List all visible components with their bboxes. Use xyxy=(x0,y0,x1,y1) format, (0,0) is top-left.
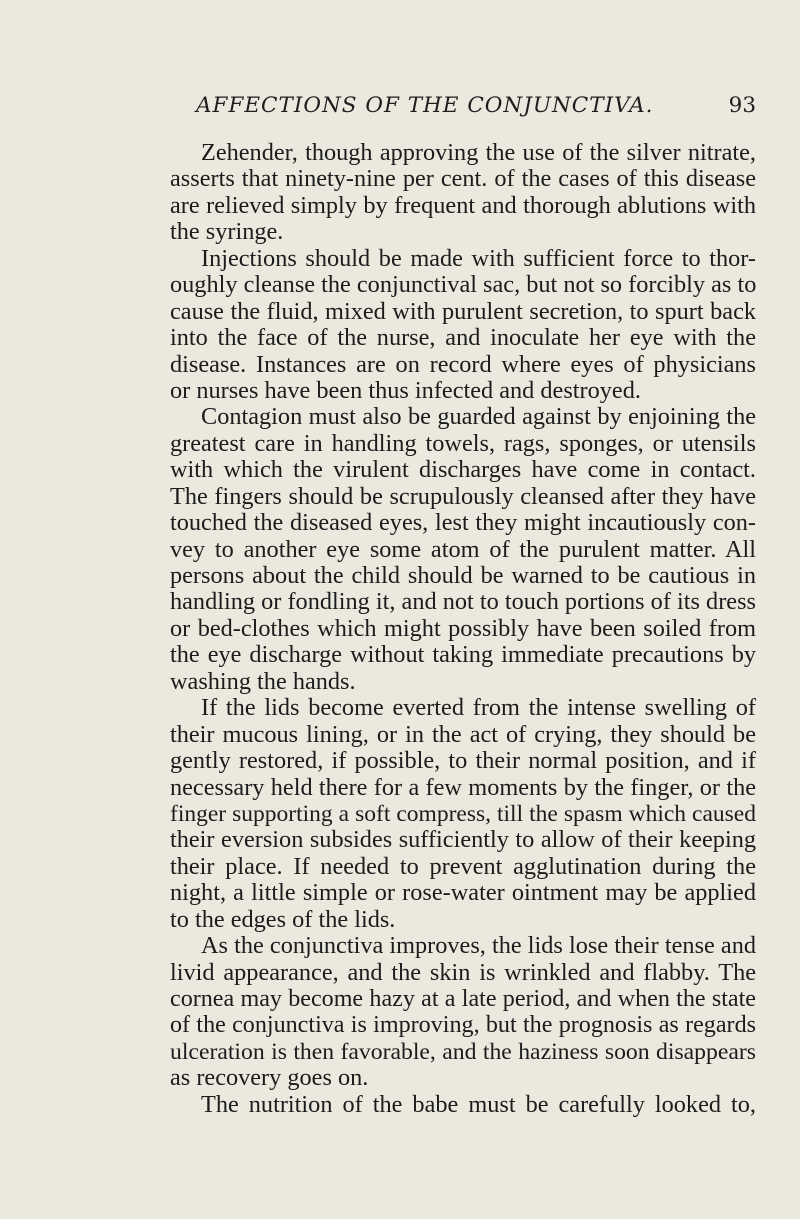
text-line: greatest care in handling towels, rags, sponges, or utensils xyxy=(170,429,756,457)
text-line: ulceration is then favorable, and the haziness soon disappears xyxy=(170,1038,756,1065)
text-line: washing the hands. xyxy=(170,667,356,695)
text-line: of the conjunctiva is improving, but the prognosis as regards xyxy=(170,1012,756,1039)
text-line: The fingers should be scrupulously cleansed after they have xyxy=(170,482,756,510)
text-line: disease. Instances are on record where eyes of physicians xyxy=(170,350,756,378)
text-line: gently restored, if possible, to their normal position, and if xyxy=(170,747,756,775)
text-line: their eversion subsides sufficiently to allow of their keeping xyxy=(170,826,756,854)
text-line: Zehender, though approving the use of the silver nitrate, xyxy=(201,139,756,166)
text-line: handling or fondling it, and not to touch portions of its dress xyxy=(170,588,756,616)
text-line: their mucous lining, or in the act of crying, they should be xyxy=(170,720,756,748)
text-line: cause the fluid, mixed with purulent secretion, to spurt back xyxy=(170,297,756,325)
page-number: 93 xyxy=(728,93,756,118)
text-line: finger supporting a soft compress, till the spasm which caused xyxy=(170,800,756,827)
text-line: the syringe. xyxy=(170,218,284,246)
text-line: The nutrition of the babe must be carefully looked to, xyxy=(201,1090,756,1118)
text-line: asserts that ninety-nine per cent. of the cases of this disease xyxy=(170,165,756,193)
text-line: night, a little simple or rose-water ointment may be applied xyxy=(170,879,756,907)
text-line: as recovery goes on. xyxy=(170,1064,369,1092)
text-line: necessary held there for a few moments by the finger, or the xyxy=(170,773,756,801)
text-line: If the lids become everted from the intense swelling of xyxy=(201,694,756,722)
text-line: cornea may become hazy at a late period, and when the state xyxy=(170,986,756,1012)
text-line: or bed-clothes which might possibly have been soiled from xyxy=(170,614,756,642)
text-line: Contagion must also be guarded against by enjoining the xyxy=(201,403,756,431)
text-line: Injections should be made with sufficient force to thor- xyxy=(201,244,756,272)
text-line: with which the virulent discharges have come in contact. xyxy=(170,456,756,484)
text-line: touched the diseased eyes, lest they might incautiously con- xyxy=(170,509,756,537)
text-line: As the conjunctiva improves, the lids lose their tense and xyxy=(201,932,756,960)
text-line: or nurses have been thus infected and destroyed. xyxy=(170,376,641,404)
text-line: to the edges of the lids. xyxy=(170,905,396,933)
text-line: are relieved simply by frequent and thorough ablutions with xyxy=(170,191,756,219)
text-line: the eye discharge without taking immediate precautions by xyxy=(170,641,756,669)
text-line: oughly cleanse the conjunctival sac, but not so forcibly as to xyxy=(170,271,757,299)
running-head xyxy=(196,93,756,127)
text-line: persons about the child should be warned to be cautious in xyxy=(170,562,756,589)
text-line: into the face of the nurse, and inoculate her eye with the xyxy=(170,324,756,352)
body-text xyxy=(170,140,756,1118)
text-line: vey to another eye some atom of the purulent matter. All xyxy=(170,535,756,563)
text-line: their place. If needed to prevent agglutination during the xyxy=(170,852,756,880)
text-line: livid appearance, and the skin is wrinkled and flabby. The xyxy=(170,958,756,986)
running-title: AFFECTIONS OF THE CONJUNCTIVA. xyxy=(196,93,654,118)
